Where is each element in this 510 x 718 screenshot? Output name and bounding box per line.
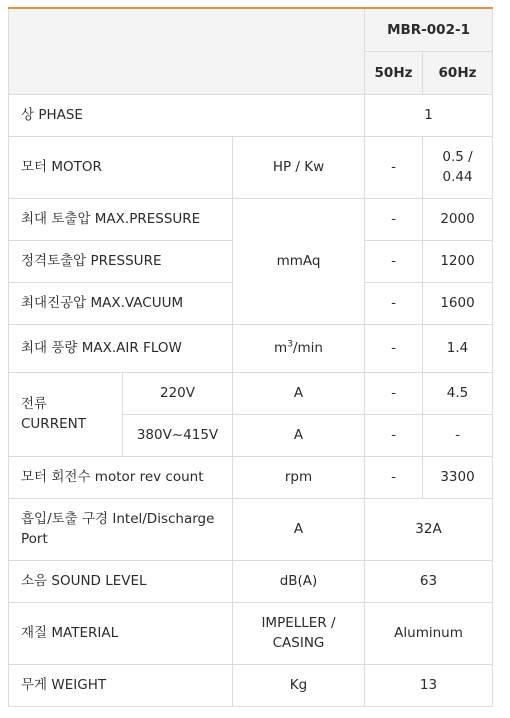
material-unit-line2: CASING [272,635,325,651]
max-vacuum-50hz: - [365,282,423,324]
max-pressure-50hz: - [365,198,423,240]
air-flow-unit [233,324,365,372]
air-flow-50hz: - [365,324,423,372]
rev-count-50hz: - [365,456,423,498]
rev-count-60hz: 3300 [423,456,493,498]
table-row [9,560,493,602]
current-380v-50hz: - [365,414,423,456]
current-220v-label: 220V [123,372,233,414]
current-380v-label: 380V~415V [123,414,233,456]
current-220v-unit: A [233,372,365,414]
air-flow-label: 최대 풍량 MAX.AIR FLOW [9,324,233,372]
sound-value: 63 [365,560,493,602]
port-value: 32A [365,498,493,560]
motor-60hz [423,136,493,198]
weight-unit: Kg [233,664,365,706]
pressure-label: 정격토출압 PRESSURE [9,240,233,282]
current-220v-60hz: 4.5 [423,372,493,414]
port-label [9,498,233,560]
table-row [9,498,493,560]
table-row [9,198,493,240]
freq-60-header: 60Hz [423,51,493,94]
rev-count-label: 모터 회전수 motor rev count [9,456,233,498]
rev-count-unit: rpm [233,456,365,498]
pressure-50hz: - [365,240,423,282]
model-header: MBR-002-1 [365,8,493,51]
table-row [9,94,493,136]
freq-50-header: 50Hz [365,51,423,94]
header-blank-cell [9,8,365,94]
table-row [9,664,493,706]
port-label-line2: Port [21,531,48,547]
phase-label: 상 PHASE [9,94,365,136]
max-pressure-60hz: 2000 [423,198,493,240]
air-flow-unit-rest: /min [292,340,323,356]
current-label-line2: CURRENT [21,416,86,432]
current-220v-50hz: - [365,372,423,414]
max-pressure-label: 최대 토출압 MAX.PRESSURE [9,198,233,240]
current-380v-unit: A [233,414,365,456]
weight-label: 무게 WEIGHT [9,664,233,706]
current-380v-60hz: - [423,414,493,456]
pressure-60hz: 1200 [423,240,493,282]
material-unit-line1: IMPELLER / [261,615,336,631]
motor-label: 모터 MOTOR [9,136,233,198]
table-row [9,324,493,372]
weight-value: 13 [365,664,493,706]
sound-unit: dB(A) [233,560,365,602]
max-vacuum-label: 최대진공압 MAX.VACUUM [9,282,233,324]
table-row [9,136,493,198]
spec-table [8,7,493,707]
table-row [9,372,493,414]
port-unit: A [233,498,365,560]
motor-60hz-line2: 0.44 [442,169,473,185]
table-header-row [9,8,493,51]
sound-label: 소음 SOUND LEVEL [9,560,233,602]
phase-value: 1 [365,94,493,136]
air-flow-unit-base: m [274,340,288,356]
table-row [9,602,493,664]
max-vacuum-60hz: 1600 [423,282,493,324]
current-label-line1: 전류 [21,396,48,412]
table-row [9,456,493,498]
air-flow-60hz: 1.4 [423,324,493,372]
motor-50hz: - [365,136,423,198]
material-label: 재질 MATERIAL [9,602,233,664]
motor-60hz-line1: 0.5 / [442,149,473,165]
motor-unit: HP / Kw [233,136,365,198]
current-label [9,372,123,456]
port-label-line1: 흡입/토출 구경 Intel/Discharge [21,511,215,527]
material-value: Aluminum [365,602,493,664]
material-unit [233,602,365,664]
pressure-unit: mmAq [233,198,365,324]
air-flow-unit-sup: 3 [287,339,293,350]
